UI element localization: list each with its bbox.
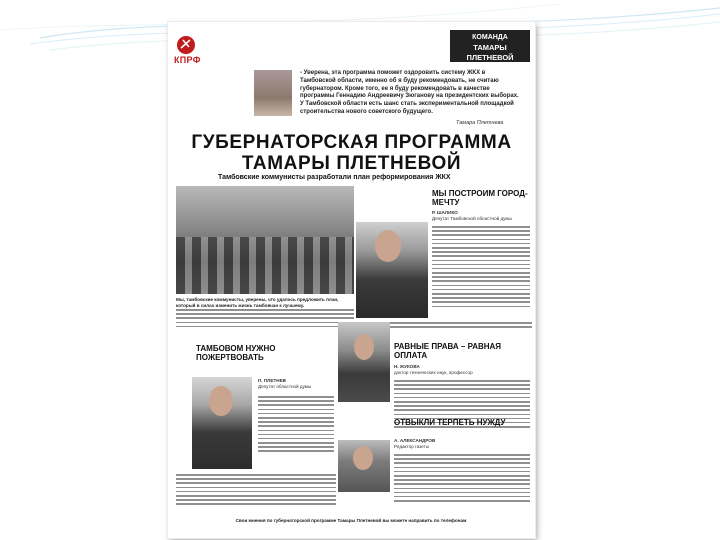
caption-text (176, 309, 354, 330)
section-role-donations: Депутат областной думы (258, 384, 312, 389)
headline-line2: ТАМАРЫ ПЛЕТНЕВОЙ (241, 153, 462, 174)
section-text-donations-cont (176, 474, 336, 508)
author-portrait (254, 70, 292, 116)
portrait-donations-author-head (209, 386, 233, 416)
page-footer: Свои мнения по губернаторской программе Тамары Плетневой вы можете направить по телефонам (235, 518, 467, 523)
kprf-logo (174, 32, 208, 72)
portrait-poverty-author-head (353, 446, 373, 470)
section-author-poverty: А. АЛЕКСАНДРОВ (394, 438, 436, 443)
portrait-rights-author-head (354, 334, 374, 360)
section-role-city: Депутат Тамбовской областной думы (432, 216, 512, 221)
team-banner-line1: КОМАНДА (472, 34, 508, 41)
quote-signature: Тамара Плетнева (456, 120, 504, 126)
section-title-donations: ТАМБОВОМ НУЖНО ПОЖЕРТВОВАТЬ (196, 344, 276, 362)
section-text-city (432, 226, 530, 310)
section-author-donations: П. ПЛЕТНЕВ (258, 378, 286, 383)
headline-subtitle: Тамбовские коммунисты разработали план реформирования ЖКХ (218, 174, 451, 181)
section-title-city: МЫ ПОСТРОИМ ГОРОД-МЕЧТУ (432, 189, 528, 207)
section-title-rights: РАВНЫЕ ПРАВА – РАВНАЯ ОПЛАТА (394, 342, 502, 360)
section-text-donations (258, 396, 334, 455)
section-author-city: Р. ШАЛИКО (432, 210, 458, 215)
section-role-rights: доктор технических наук, профессор (394, 370, 473, 375)
photo-caption: Мы, тамбовские коммунисты, уверены, что удалось предложить план, который в силах изменить жизнь тамбовчан к лучшему. (176, 297, 339, 308)
kprf-logo-text: КПРФ (174, 55, 201, 65)
quote-text: - Уверена, эта программа поможет оздоровить систему ЖКХ в Тамбовской области, именно об я буду рекомендовать, не считаю губернатором. Кроме того, ее я буду рекомендовать в качестве программы Геннадию Андреевичу Зюганову на президентских выборах. У Тамбовской области есть шанс стать экспериментальной площадкой строительства нового советского будущего. (300, 70, 519, 115)
portrait-city-author-head (375, 230, 401, 262)
section-title-poverty: ОТВЫКЛИ ТЕРПЕТЬ НУЖДУ (394, 418, 506, 427)
team-banner (450, 30, 530, 62)
newspaper-page (168, 22, 535, 538)
section-text-poverty (394, 454, 530, 504)
team-banner-line2: ТАМАРЫ ПЛЕТНЕВОЙ (466, 43, 514, 62)
meeting-audience (176, 237, 354, 294)
headline-line1: ГУБЕРНАТОРСКАЯ ПРОГРАММА (191, 132, 512, 153)
section-author-rights: Н. ЖУКОВА (394, 364, 420, 369)
section-role-poverty: Редактор газеты (394, 444, 429, 449)
